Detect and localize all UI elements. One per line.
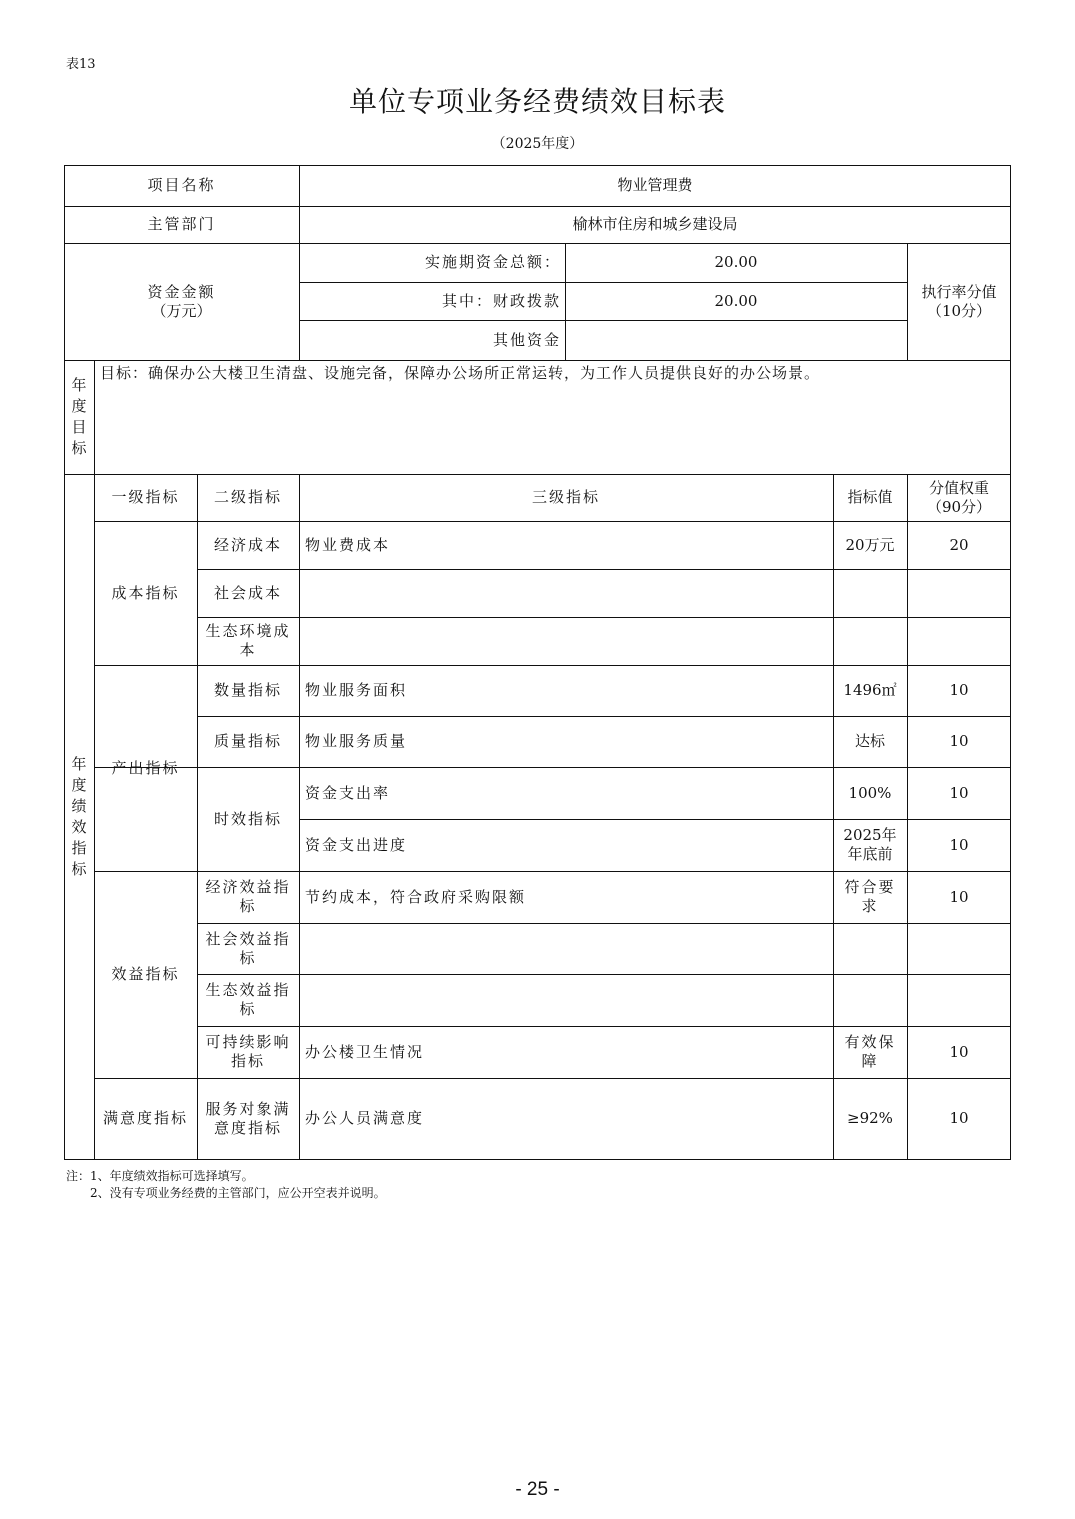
- row-weight: 10: [949, 887, 969, 906]
- group-cost: 成本指标: [111, 583, 180, 602]
- row-level3: 节约成本，符合政府采购限额: [305, 887, 527, 906]
- annual-goal-text: 目标：确保办公大楼卫生清盘、设施完备，保障办公场所正常运转，为工作人员提供良好的办公场景。: [100, 364, 821, 382]
- row-level3: 物业费成本: [305, 535, 391, 554]
- execution-rate-points: （10分）: [926, 301, 992, 320]
- row-level2: 生态效益指标: [205, 981, 291, 1018]
- row-weight: [907, 974, 1011, 1026]
- page-title: 单位专项业务经费绩效目标表: [348, 85, 726, 118]
- total-funds-label: 实施期资金总额：: [424, 253, 561, 271]
- row-weight: 10: [949, 732, 969, 750]
- row-level2: 可持续影响指标: [205, 1033, 291, 1070]
- row-weight: 10: [949, 1042, 969, 1061]
- department-label: 主管部门: [147, 215, 216, 233]
- row-weight: [907, 923, 1011, 974]
- other-funds-value: [565, 320, 907, 360]
- row-level2: 生态环境成本: [205, 622, 291, 659]
- row-level3: [299, 974, 833, 1026]
- row-weight: 10: [949, 783, 969, 802]
- row-weight: 10: [949, 1109, 969, 1127]
- header-level3: 三级指标: [531, 488, 600, 506]
- header-level2: 二级指标: [213, 488, 282, 506]
- funds-label: 资金金额: [147, 282, 216, 301]
- total-funds-value: 20.00: [714, 253, 758, 271]
- row-value: [833, 923, 907, 974]
- row-weight: 20: [949, 535, 969, 554]
- note-1: 注：1、年度绩效指标可选择填写。: [66, 1169, 254, 1183]
- group-benefit: 效益指标: [111, 965, 180, 983]
- page-number: - 25 -: [515, 1479, 560, 1500]
- row-level3: 物业服务质量: [305, 732, 408, 750]
- row-level3: 资金支出率: [305, 783, 391, 802]
- fiscal-funds-value: 20.00: [714, 291, 758, 310]
- row-value: [833, 617, 907, 665]
- table-number-label: 表13: [66, 57, 96, 72]
- row-value: 有效保障: [844, 1033, 896, 1070]
- header-weight: [907, 474, 1011, 521]
- execution-rate-score: [907, 243, 1011, 360]
- row-weight: 10: [949, 835, 969, 854]
- row-level3: 资金支出进度: [305, 835, 408, 854]
- row-level2: 质量指标: [213, 732, 282, 750]
- row-level2: 经济效益指标: [205, 878, 291, 915]
- row-level2: 社会效益指标: [205, 929, 291, 967]
- row-level3: 办公楼卫生情况: [305, 1042, 425, 1061]
- row-level2: 经济成本: [213, 535, 282, 554]
- row-value: 1496㎡: [843, 681, 897, 699]
- row-level2: 社会成本: [213, 583, 282, 602]
- annual-goal-label: 年度目标: [71, 376, 87, 457]
- row-value: 达标: [854, 732, 885, 750]
- row-weight: [907, 569, 1011, 617]
- row-weight: [907, 617, 1011, 665]
- funds-amount-label: [64, 243, 299, 360]
- row-value: 2025年年底前: [843, 826, 897, 863]
- row-level3: [299, 617, 833, 665]
- row-level2: 数量指标: [213, 681, 282, 699]
- row-level2: 服务对象满意度指标: [205, 1099, 291, 1137]
- funds-unit: （万元）: [151, 301, 212, 320]
- other-funds-label: 其他资金: [492, 330, 561, 349]
- row-value: 符合要求: [844, 878, 896, 915]
- header-weight-total: （90分）: [926, 497, 992, 516]
- row-value: ≥92%: [847, 1109, 893, 1127]
- row-weight: 10: [949, 681, 969, 699]
- group-satisfaction: 满意度指标: [102, 1109, 188, 1127]
- department-value: 榆林市住房和城乡建设局: [572, 215, 738, 233]
- row-level3: 办公人员满意度: [305, 1109, 425, 1127]
- group-output: 产出指标: [111, 758, 180, 777]
- row-value: [833, 974, 907, 1026]
- performance-target-table: [64, 165, 1011, 1160]
- row-value: 100%: [848, 783, 892, 802]
- header-weight-label: 分值权重: [928, 478, 989, 497]
- notes: [66, 1168, 386, 1202]
- execution-rate-label: 执行率分值: [921, 282, 997, 301]
- header-value: 指标值: [847, 488, 893, 506]
- row-level3: 物业服务面积: [305, 681, 408, 699]
- row-level2: 时效指标: [213, 809, 282, 828]
- header-level1: 一级指标: [111, 488, 180, 506]
- project-name-value: 物业管理费: [617, 176, 693, 194]
- fiscal-year: （2025年度）: [491, 136, 584, 152]
- row-value: [833, 569, 907, 617]
- row-level3: [299, 569, 833, 617]
- row-value: 20万元: [845, 535, 895, 554]
- fiscal-funds-label: 其中：财政拨款: [441, 291, 561, 310]
- annual-indicators-label: 年度绩效指标: [71, 754, 87, 878]
- project-name-label: 项目名称: [147, 176, 216, 194]
- row-level3: [299, 923, 833, 974]
- note-2: 2、没有专项业务经费的主管部门，应公开空表并说明。: [90, 1186, 386, 1200]
